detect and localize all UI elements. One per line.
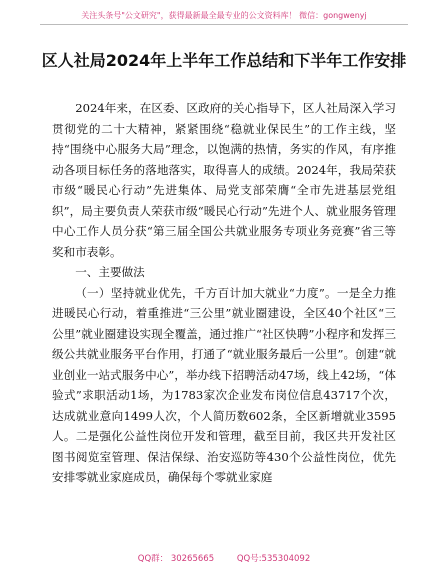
- footer-qq-number: QQ号:535304092: [236, 554, 311, 564]
- document-body: [52, 98, 396, 488]
- section-heading: 一、主要做法: [75, 265, 145, 279]
- header-banner: 关注头条号"公文研究"，获得最新最全最专业的公文资料库！ 微信：gongwenyj: [81, 11, 367, 20]
- footer-contact: [0, 552, 448, 564]
- intro-paragraph: 2024年来，在区委、区政府的关心指导下，区人社局深入学习贯彻党的二十大精神，紧紧围绕“稳就业保民生”的工作主线，坚持“围绕中心服务大局”理念，以饱满的热情，务实的作风，有序推动各项目标任务的落地落实，取得喜人的成绩。2024年，我局荣获市级“暖民心行动”先进集体、局党支部荣膺“全市先进基层党组织”，局主要负责人荣获市级“暖民心行动”先进个人、就业服务管理中心工作人员分获“第三届全国公共就业服务专项业务竞赛”省三等奖和市表彰。: [52, 101, 396, 259]
- footer-qq-group: QQ群： 30265665: [137, 554, 215, 564]
- header-divider: [40, 24, 408, 25]
- body-paragraph: （一）坚持就业优先，千方百计加大就业“力度”。一是全力推进暖民心行动，着重推进“三公里”就业圈建设，全区40个社区“三公里”就业圈建设实现全覆盖，通过推广“社区快聘”小程序和发挥三级公共就业服务平台作用，打通了“就业服务最后一公里”。创建“就业创业一站式服务中心”，举办线下招聘活动47场，线上42场，“体验式”求职活动1场，为1783家次企业发布岗位信息43717个次，达成就业意向1499人次，个人简历数602条，全区新增就业3595人。二是强化公益性岗位开发和管理，截至目前，我区共开发社区图书阅览室管理、保洁保绿、治安巡防等430个公益性岗位，优先安排零就业家庭成员，确保每个零就业家庭: [52, 285, 396, 484]
- document-title: 区人社局2024年上半年工作总结和下半年工作安排: [41, 51, 407, 70]
